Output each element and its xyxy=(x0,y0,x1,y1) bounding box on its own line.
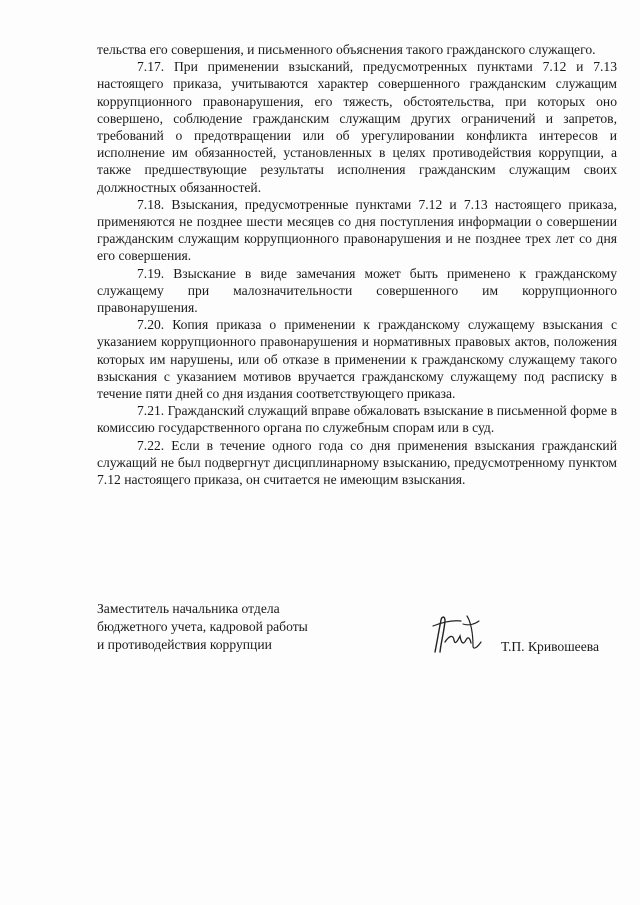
handwritten-signature-icon xyxy=(427,612,487,658)
paragraph-7-19: 7.19. Взыскание в виде замечания может быть применено к гражданскому служащему при малозначительности совершенного им коррупционного правонарушения. xyxy=(97,265,617,316)
signature-block xyxy=(97,600,627,670)
signer-position-line: и противодействия коррупции xyxy=(97,637,272,652)
paragraph-7-22: 7.22. Если в течение одного года со дня применения взыскания гражданский служащий не был подвергнут дисциплинарному взысканию, предусмотренному пунктом 7.12 настоящего приказа, он считается не имеющим взыскания. xyxy=(97,437,617,488)
signer-position-line: Заместитель начальника отдела xyxy=(97,601,280,616)
paragraph-continuation: тельства его совершения, и письменного объяснения такого гражданского служащего. xyxy=(97,42,596,57)
signer-position-line: бюджетного учета, кадровой работы xyxy=(97,619,308,634)
paragraph-7-21: 7.21. Гражданский служащий вправе обжаловать взыскание в письменной форме в комиссию государственного органа по служебным спорам или в суд. xyxy=(97,403,617,436)
paragraph-7-20: 7.20. Копия приказа о применении к гражданскому служащему взыскания с указанием коррупционного правонарушения и нормативных правовых актов, положения которых им нарушены, или об отказе в применении к гражданскому служащему такого взыскания с указанием мотивов вручается гражданскому служащему под расписку в течение пяти дней со дня издания соответствующего приказа. xyxy=(97,317,617,402)
paragraph-7-18: 7.18. Взыскания, предусмотренные пунктами 7.12 и 7.13 настоящего приказа, применяются не позднее шести месяцев со дня поступления информации о совершении гражданским служащим коррупционного правонарушения и не позднее трех лет со дня его совершения. xyxy=(97,196,617,264)
paragraph-7-17: 7.17. При применении взысканий, предусмотренных пунктами 7.12 и 7.13 настоящего приказа, учитываются характер совершенного гражданским служащим коррупционного правонарушения, его тяжесть, обстоятельства, при которых оно совершено, соблюдение гражданским служащим других ограничений и запретов, требований о предотвращении или об урегулировании конфликта интересов и исполнение им обязанностей, установленных в целях противодействия коррупции, а также предшествующие результаты исполнения гражданским служащим своих должностных обязанностей. xyxy=(97,59,617,195)
signer-position xyxy=(97,600,397,654)
document-body xyxy=(97,41,617,488)
signer-name: Т.П. Кривошеева xyxy=(501,639,600,654)
